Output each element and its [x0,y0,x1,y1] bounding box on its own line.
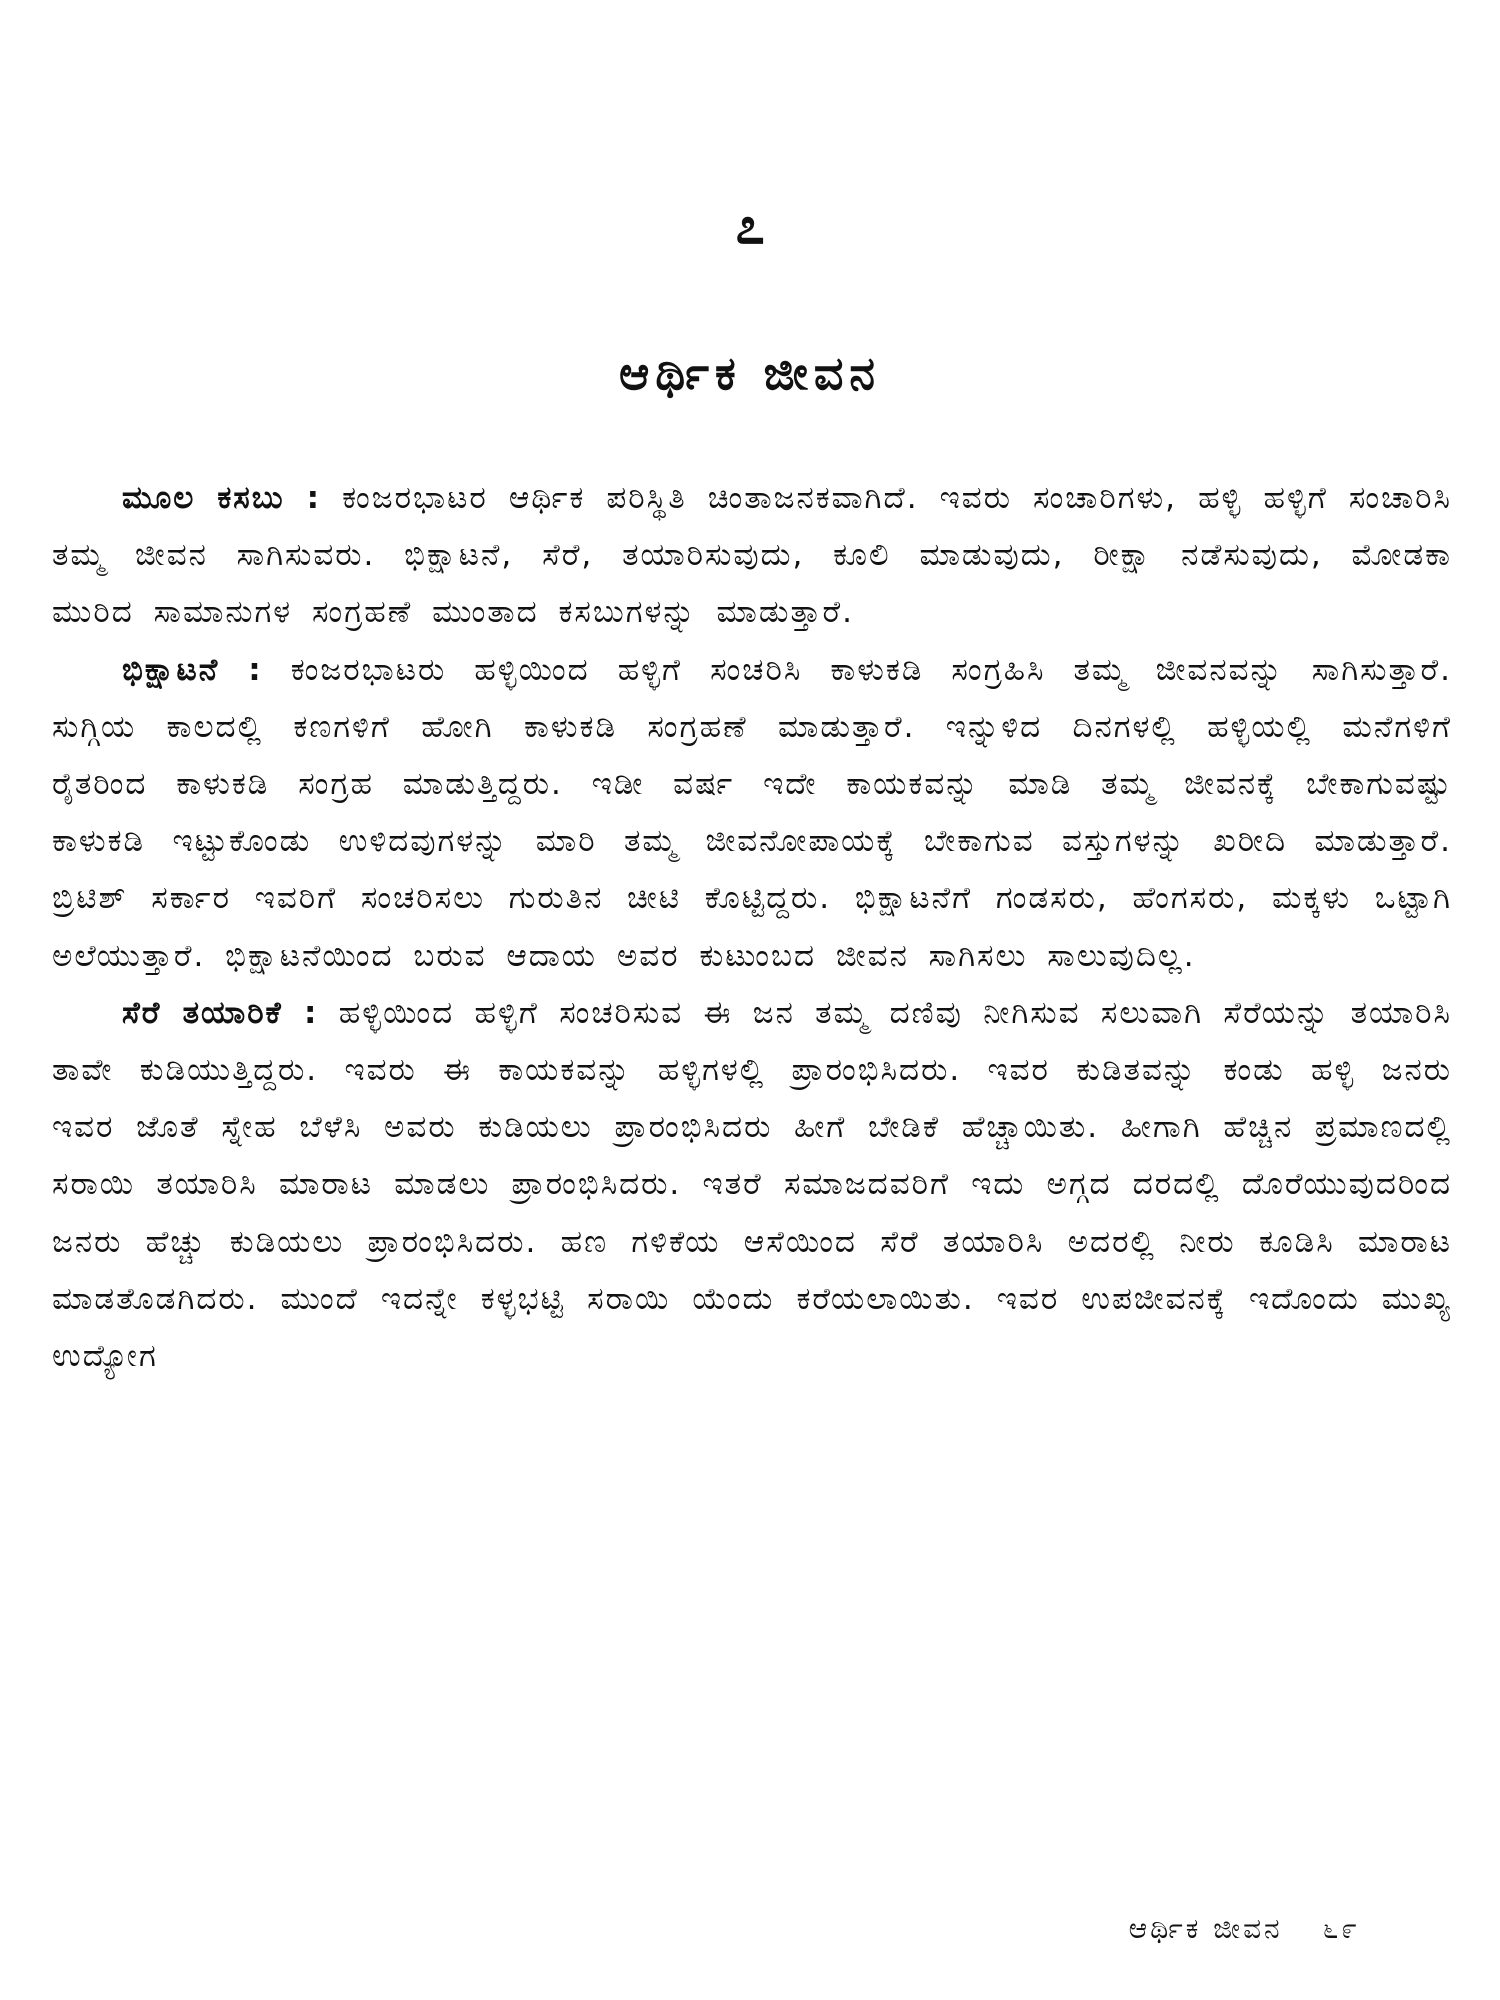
paragraph-liquor-making [52,985,1452,1385]
paragraph-text: ಕಂಜರಭಾಟರು ಹಳ್ಳಿಯಿಂದ ಹಳ್ಳಿಗೆ ಸಂಚರಿಸಿ ಕಾಳುಕಡಿ ಸಂಗ್ರಹಿಸಿ ತಮ್ಮ ಜೀವನವನ್ನು ಸಾಗಿಸುತ್ತಾರೆ. ಸುಗ್ಗಿಯ ಕಾಲದಲ್ಲಿ ಕಣಗಳಿಗೆ ಹೋಗಿ ಕಾಳುಕಡಿ ಸಂಗ್ರಹಣೆ ಮಾಡುತ್ತಾರೆ. ಇನ್ನುಳಿದ ದಿನಗಳಲ್ಲಿ ಹಳ್ಳಿಯಲ್ಲಿ ಮನೆಗಳಿಗೆ ರೈತರಿಂದ ಕಾಳುಕಡಿ ಸಂಗ್ರಹ ಮಾಡುತ್ತಿದ್ದರು. ಇಡೀ ವರ್ಷ ಇದೇ ಕಾಯಕವನ್ನು ಮಾಡಿ ತಮ್ಮ ಜೀವನಕ್ಕೆ ಬೇಕಾಗುವಷ್ಟು ಕಾಳುಕಡಿ ಇಟ್ಟುಕೊಂಡು ಉಳಿದವುಗಳನ್ನು ಮಾರಿ ತಮ್ಮ ಜೀವನೋಪಾಯಕ್ಕೆ ಬೇಕಾಗುವ ವಸ್ತುಗಳನ್ನು ಖರೀದಿ ಮಾಡುತ್ತಾರೆ. ಬ್ರಿಟಿಶ್ ಸರ್ಕಾರ ಇವರಿಗೆ ಸಂಚರಿಸಲು ಗುರುತಿನ ಚೀಟಿ ಕೊಟ್ಟಿದ್ದರು. ಭಿಕ್ಷಾಟನೆಗೆ ಗಂಡಸರು, ಹೆಂಗಸರು, ಮಕ್ಕಳು ಒಟ್ಟಾಗಿ ಅಲೆಯುತ್ತಾರೆ. ಭಿಕ್ಷಾಟನೆಯಿಂದ ಬರುವ ಆದಾಯ ಅವರ ಕುಟುಂಬದ ಜೀವನ ಸಾಗಿಸಲು ಸಾಲುವುದಿಲ್ಲ. [52,651,1452,974]
chapter-number: ೭ [735,196,765,256]
body-text [52,470,1452,1385]
running-footer [1128,1912,1360,1945]
section-heading-liquor-making: ಸೆರೆ ತಯಾರಿಕೆ : [122,994,319,1031]
paragraph-main-occupation [52,470,1452,642]
chapter-title: ಆರ್ಥಿಕ ಜೀವನ [619,346,881,400]
paragraph-begging [52,642,1452,985]
section-heading-main-occupation: ಮೂಲ ಕಸಬು : [122,480,322,516]
running-title: ಆರ್ಥಿಕ ಜೀವನ [1128,1912,1283,1945]
section-heading-begging: ಭಿಕ್ಷಾಟನೆ : [122,651,263,688]
paragraph-text: ಹಳ್ಳಿಯಿಂದ ಹಳ್ಳಿಗೆ ಸಂಚರಿಸುವ ಈ ಜನ ತಮ್ಮ ದಣಿವು ನೀಗಿಸುವ ಸಲುವಾಗಿ ಸೆರೆಯನ್ನು ತಯಾರಿಸಿ ತಾವೇ ಕುಡಿಯುತ್ತಿದ್ದರು. ಇವರು ಈ ಕಾಯಕವನ್ನು ಹಳ್ಳಿಗಳಲ್ಲಿ ಪ್ರಾರಂಭಿಸಿದರು. ಇವರ ಕುಡಿತವನ್ನು ಕಂಡು ಹಳ್ಳಿ ಜನರು ಇವರ ಜೊತೆ ಸ್ನೇಹ ಬೆಳೆಸಿ ಅವರು ಕುಡಿಯಲು ಪ್ರಾರಂಭಿಸಿದರು ಹೀಗೆ ಬೇಡಿಕೆ ಹೆಚ್ಚಾಯಿತು. ಹೀಗಾಗಿ ಹೆಚ್ಚಿನ ಪ್ರಮಾಣದಲ್ಲಿ ಸರಾಯಿ ತಯಾರಿಸಿ ಮಾರಾಟ ಮಾಡಲು ಪ್ರಾರಂಭಿಸಿದರು. ಇತರೆ ಸಮಾಜದವರಿಗೆ ಇದು ಅಗ್ಗದ ದರದಲ್ಲಿ ದೊರೆಯುವುದರಿಂದ ಜನರು ಹೆಚ್ಚು ಕುಡಿಯಲು ಪ್ರಾರಂಭಿಸಿದರು. ಹಣ ಗಳಿಕೆಯ ಆಸೆಯಿಂದ ಸೆರೆ ತಯಾರಿಸಿ ಅದರಲ್ಲಿ ನೀರು ಕೂಡಿಸಿ ಮಾರಾಟ ಮಾಡತೊಡಗಿದರು. ಮುಂದೆ ಇದನ್ನೇ ಕಳ್ಳಭಟ್ಟಿ ಸರಾಯಿ ಯೆಂದು ಕರೆಯಲಾಯಿತು. ಇವರ ಉಪಜೀವನಕ್ಕೆ ಇದೊಂದು ಮುಖ್ಯ ಉದ್ಯೋಗ [52,994,1452,1375]
page-number: ೬೯ [1322,1912,1360,1945]
paragraph-text: ಕಂಜರಭಾಟರ ಆರ್ಥಿಕ ಪರಿಸ್ಥಿತಿ ಚಿಂತಾಜನಕವಾಗಿದೆ. ಇವರು ಸಂಚಾರಿಗಳು, ಹಳ್ಳಿ ಹಳ್ಳಿಗೆ ಸಂಚಾರಿಸಿ ತಮ್ಮ ಜೀವನ ಸಾಗಿಸುವರು. ಭಿಕ್ಷಾಟನೆ, ಸೆರೆ, ತಯಾರಿಸುವುದು, ಕೂಲಿ ಮಾಡುವುದು, ರೀಕ್ಷಾ ನಡೆಸುವುದು, ಮೋಡಕಾ ಮುರಿದ ಸಾಮಾನುಗಳ ಸಂಗ್ರಹಣೆ ಮುಂತಾದ ಕಸಬುಗಳನ್ನು ಮಾಡುತ್ತಾರೆ. [52,480,1453,631]
